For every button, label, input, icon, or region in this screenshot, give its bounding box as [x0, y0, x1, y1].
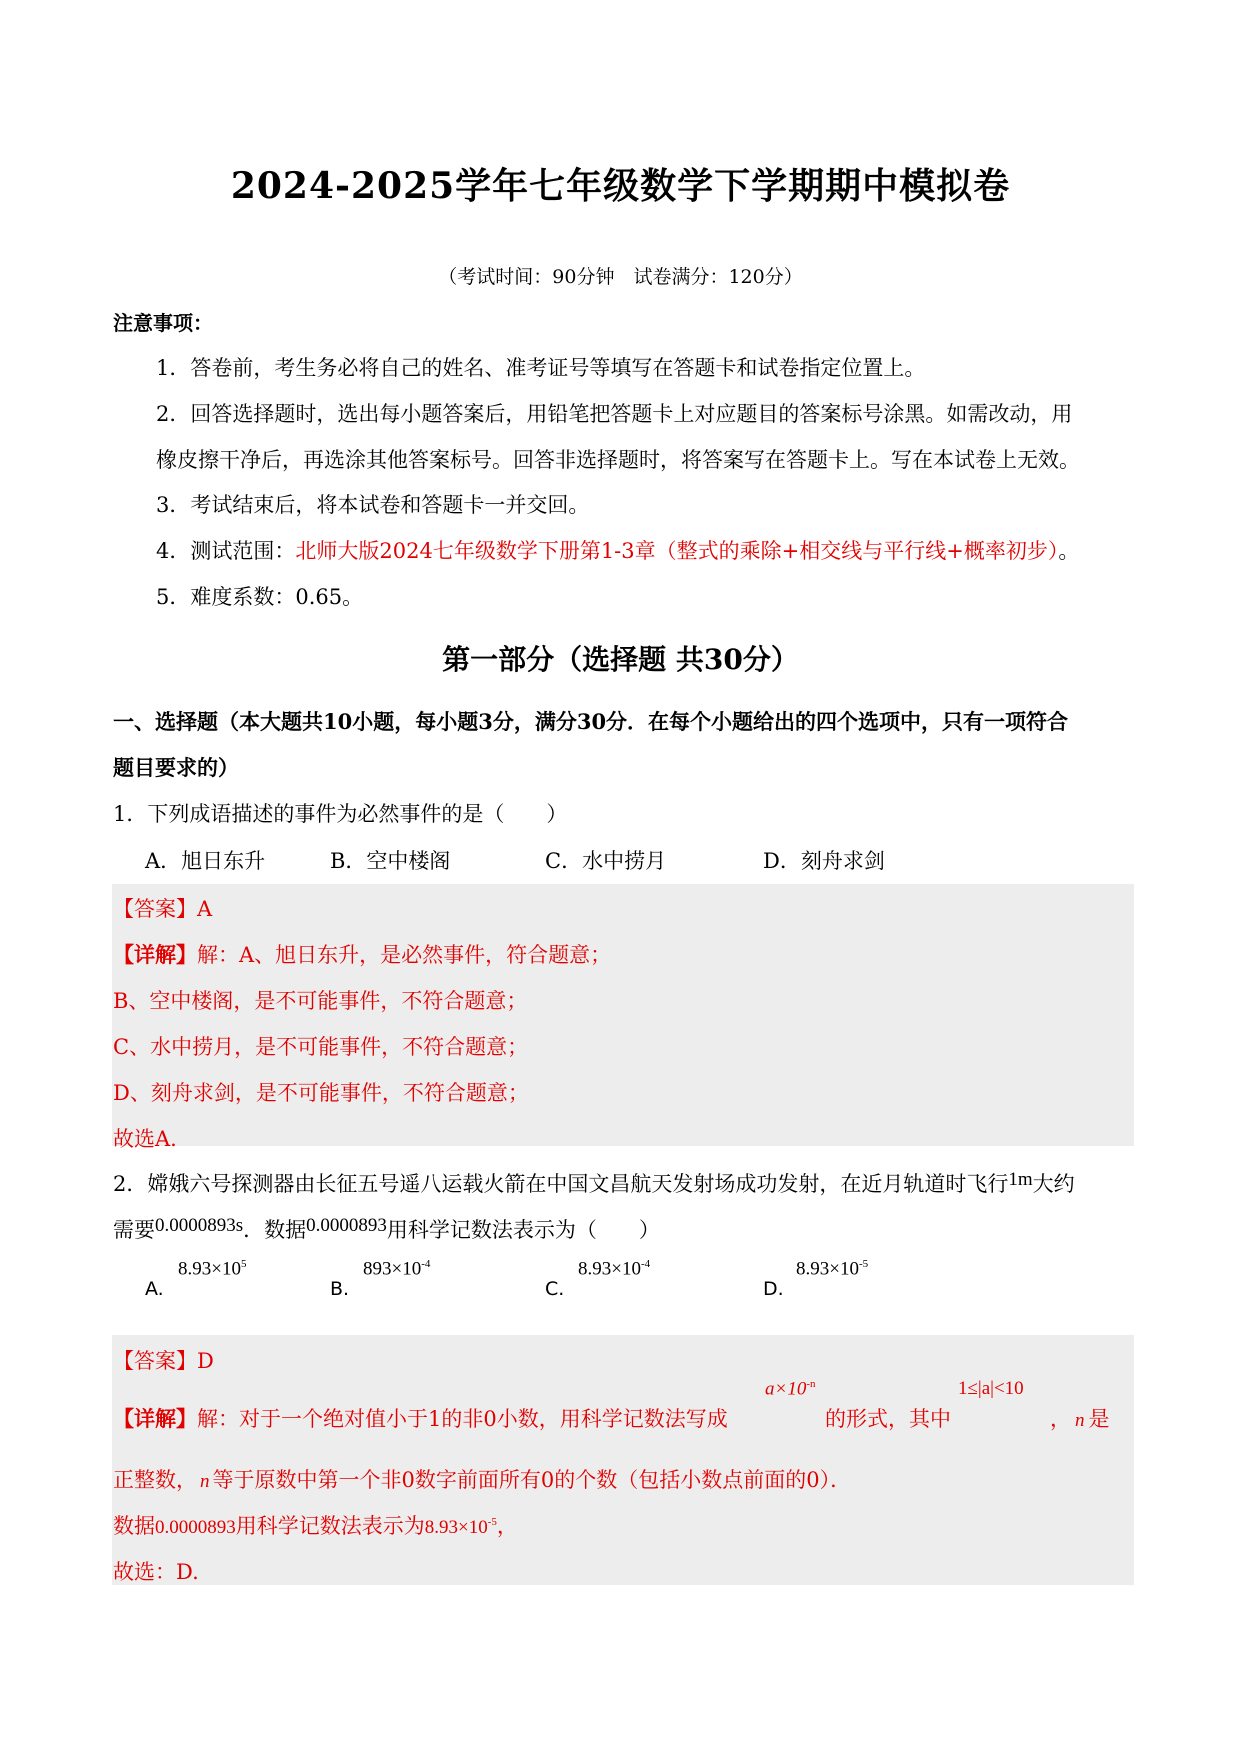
- question-2-detail-line-3-a: 数据: [113, 1514, 155, 1538]
- page-title: 2024-2025学年七年级数学下学期期中模拟卷: [230, 165, 1011, 207]
- question-2-detail-line-3-c: ，: [496, 1514, 518, 1538]
- question-2-option-a-label: A.: [145, 1278, 164, 1300]
- question-2-detail-line-4: 故选：D.: [113, 1560, 199, 1584]
- question-2-detail-line-2-n: n: [200, 1471, 210, 1492]
- question-2-detail-line-1: [113, 1403, 728, 1433]
- question-1-option-a: A．旭日东升: [145, 849, 266, 873]
- question-2-detail-comma: ，: [1050, 1407, 1071, 1431]
- notice-item-5: 5．难度系数：0.65。: [156, 585, 364, 609]
- question-2-stem-a: [113, 1168, 1075, 1198]
- question-2-detail-line-3-base: 8.93×10: [424, 1517, 488, 1538]
- question-2-option-b-base: 893×10: [363, 1258, 422, 1280]
- question-2-option-a-math: [178, 1258, 246, 1280]
- question-2-detail-line-3-b: 用科学记数法表示为: [235, 1514, 425, 1538]
- question-2-detail-line-2-a: 正整数，: [113, 1468, 197, 1492]
- question-2-time-value: 0.0000893s: [155, 1215, 244, 1236]
- question-2-stem-b1: 需要: [113, 1218, 155, 1242]
- question-2-detail-condition: 1≤|a|<10: [958, 1378, 1024, 1399]
- question-2-option-a-base: 8.93×10: [178, 1258, 241, 1280]
- notice-item-2a: 2．回答选择题时，选出每小题答案后，用铅笔把答题卡上对应题目的答案标号涂黑。如需改动，用: [156, 402, 1073, 426]
- question-2-detail-form-base: a×10: [765, 1378, 807, 1400]
- exam-info: （考试时间：90分钟 试卷满分：120分）: [438, 266, 803, 288]
- question-2-detail-line-3-num: 0.0000893: [155, 1517, 236, 1538]
- question-2-detail-line-2: [113, 1464, 851, 1494]
- question-2-detail-line-3: [113, 1510, 518, 1540]
- question-2-option-d-base: 8.93×10: [796, 1258, 859, 1280]
- question-2-answer: 【答案】D: [113, 1349, 214, 1373]
- question-1-detail-line-3: C、水中捞月，是不可能事件，不符合题意；: [113, 1035, 529, 1059]
- question-1-detail-line-2: B、空中楼阁，是不可能事件，不符合题意；: [113, 989, 528, 1013]
- section-intro-a: 一、选择题（本大题共10小题，每小题3分，满分30分．在每个小题给出的四个选项中，只有一项符合: [113, 709, 1069, 734]
- question-2-stem-a-end: 大约: [1032, 1172, 1075, 1196]
- notice-item-1: 1．答卷前，考生务必将自己的姓名、准考证号等填写在答题卡和试卷指定位置上。: [156, 356, 926, 380]
- notice-item-2b: 橡皮擦干净后，再选涂其他答案标号。回答非选择题时，将答案写在答题卡上。写在本试卷上无效。: [156, 448, 1080, 472]
- question-1-detail-line-5: 故选A.: [113, 1127, 177, 1151]
- question-2-stem-b2: ．数据: [243, 1218, 307, 1242]
- question-1-detail-label: 【详解】: [113, 942, 197, 967]
- question-1-option-c: C．水中捞月: [545, 849, 667, 873]
- question-2-detail-form-exp: -n: [806, 1378, 816, 1390]
- question-2-option-d-exp: -5: [858, 1258, 869, 1270]
- question-2-detail-d: 是: [1088, 1407, 1110, 1431]
- question-2-option-c-math: [578, 1258, 650, 1280]
- question-2-detail-a: 解：对于一个绝对值小于1的非0小数，用科学记数法写成: [197, 1407, 728, 1431]
- question-2-unit: 1m: [1008, 1169, 1033, 1190]
- question-2-option-b-exp: -4: [421, 1258, 431, 1270]
- question-1-detail-text-1: 解：A、旭日东升，是必然事件，符合题意；: [197, 943, 612, 967]
- question-1-detail-line-1: [113, 939, 611, 969]
- notice-heading: 注意事项：: [113, 311, 213, 335]
- question-1-option-b: B．空中楼阁: [330, 849, 451, 873]
- question-2-detail-label: 【详解】: [113, 1406, 197, 1431]
- question-2-detail-n: n: [1075, 1410, 1085, 1431]
- question-1-option-d: D．刻舟求剑: [763, 849, 885, 873]
- question-1-stem: 1．下列成语描述的事件为必然事件的是（ ）: [113, 802, 568, 826]
- question-2-number: 0.0000893: [306, 1215, 387, 1236]
- question-1-answer: 【答案】A: [113, 897, 213, 921]
- question-2-detail-line-1-b: 的形式，其中: [825, 1407, 951, 1431]
- question-2-option-a-exp: 5: [240, 1258, 247, 1270]
- question-2-option-b-label: B.: [330, 1278, 350, 1300]
- question-2-option-d-math: [796, 1258, 868, 1280]
- question-2-stem-a-text: 2．嫦娥六号探测器由长征五号遥八运载火箭在中国文昌航天发射场成功发射，在近月轨道时飞行: [113, 1172, 1009, 1196]
- notice-item-3: 3．考试结束后，将本试卷和答题卡一并交回。: [156, 493, 590, 517]
- question-2-option-c-label: C.: [545, 1278, 565, 1300]
- question-2-option-d-label: D.: [763, 1278, 784, 1300]
- question-2-detail-line-3-exp: -5: [487, 1516, 497, 1528]
- question-2-detail-line-2-b: 等于原数中第一个非0数字前面所有0的个数（包括小数点前面的0）．: [212, 1468, 852, 1492]
- question-2-option-b-math: [363, 1258, 430, 1280]
- question-2-detail-form: [765, 1378, 816, 1400]
- test-scope: 北师大版2024七年级数学下册第1-3章（整式的乘除+相交线与平行线+概率初步）: [295, 539, 1059, 563]
- question-2-stem-b3: 用科学记数法表示为（ ）: [386, 1218, 660, 1242]
- question-2-detail-line-1-c: [1050, 1403, 1110, 1433]
- question-2-stem-b: [113, 1214, 660, 1244]
- notice-item-4-prefix: 4．测试范围：: [156, 539, 296, 563]
- section-title: 第一部分（选择题 共30分）: [442, 643, 799, 676]
- section-intro-b: 题目要求的）: [113, 755, 239, 780]
- question-2-option-c-base: 8.93×10: [578, 1258, 641, 1280]
- question-2-option-c-exp: -4: [640, 1258, 651, 1270]
- question-1-detail-line-4: D、刻舟求剑，是不可能事件，不符合题意；: [113, 1081, 529, 1105]
- notice-item-4: [156, 535, 1079, 565]
- question-2-answer-box: [112, 1335, 1134, 1585]
- notice-item-4-suffix: 。: [1058, 539, 1080, 563]
